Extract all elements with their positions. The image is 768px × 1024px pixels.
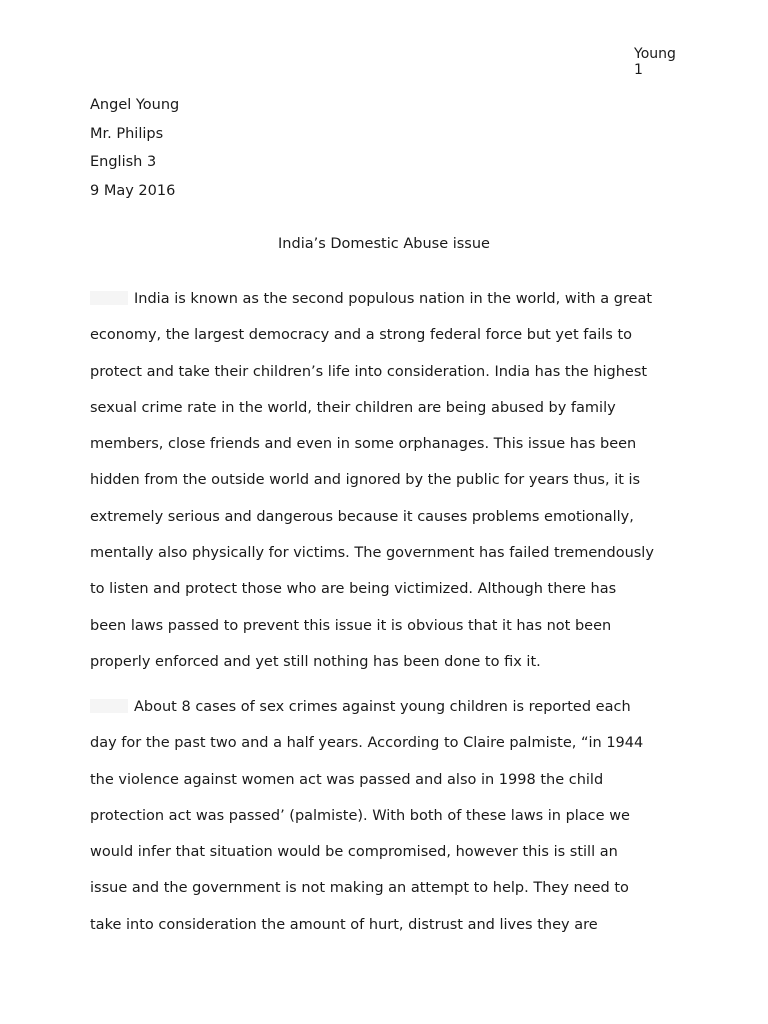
teacher-name: Mr. Philips (90, 125, 164, 142)
paragraph-line-text: About 8 cases of sex crimes against young children is reported each (134, 699, 631, 715)
header-surname: Young (634, 46, 676, 62)
paragraph-line: would infer that situation would be compromised, however this is still an (90, 844, 618, 861)
paragraph-line-text: India is known as the second populous nation in the world, with a great (134, 291, 653, 307)
running-header (634, 46, 694, 78)
header-page-number: 1 (634, 62, 643, 78)
author-name: Angel Young (90, 97, 180, 113)
paragraph-line: economy, the largest democracy and a strong federal force but yet fails to (90, 327, 633, 344)
paragraph-line (90, 689, 690, 725)
paragraph-line: properly enforced and yet still nothing has been done to fix it. (90, 653, 541, 670)
paragraph-line: issue and the government is not making an attempt to help. They need to (90, 880, 629, 897)
paragraph-line: been laws passed to prevent this issue it is obvious that it has not been (90, 617, 612, 634)
paragraph-line: protection act was passed’ (palmiste). With both of these laws in place we (90, 807, 630, 824)
paragraph-line: day for the past two and a half years. According to Claire palmiste, “in 1944 (90, 735, 644, 752)
paragraph-line: mentally also physically for victims. The government has failed tremendously (90, 545, 654, 562)
paragraph-line: hidden from the outside world and ignored by the public for years thus, it is (90, 472, 641, 489)
paragraph-line: take into consideration the amount of hurt, distrust and lives they are (90, 916, 598, 933)
paragraph-line: members, close friends and even in some orphanages. This issue has been (90, 436, 637, 453)
paragraph-line: to listen and protect those who are being victimized. Although there has (90, 581, 617, 598)
paragraph-line (90, 281, 690, 317)
course-name: English 3 (90, 154, 157, 170)
body-paragraph-2 (90, 689, 690, 943)
essay-title: India’s Domestic Abuse issue (278, 236, 490, 252)
essay-date: 9 May 2016 (90, 182, 176, 199)
mla-heading (90, 91, 690, 205)
paragraph-line: extremely serious and dangerous because it causes problems emotionally, (90, 508, 634, 525)
indent-marker (90, 291, 128, 305)
paragraph-line: sexual crime rate in the world, their children are being abused by family (90, 399, 616, 416)
paragraph-line: the violence against women act was passed and also in 1998 the child (90, 771, 604, 788)
body-paragraph-1 (90, 281, 690, 680)
paragraph-line: protect and take their children’s life into consideration. India has the highest (90, 363, 648, 380)
indent-marker (90, 699, 128, 713)
